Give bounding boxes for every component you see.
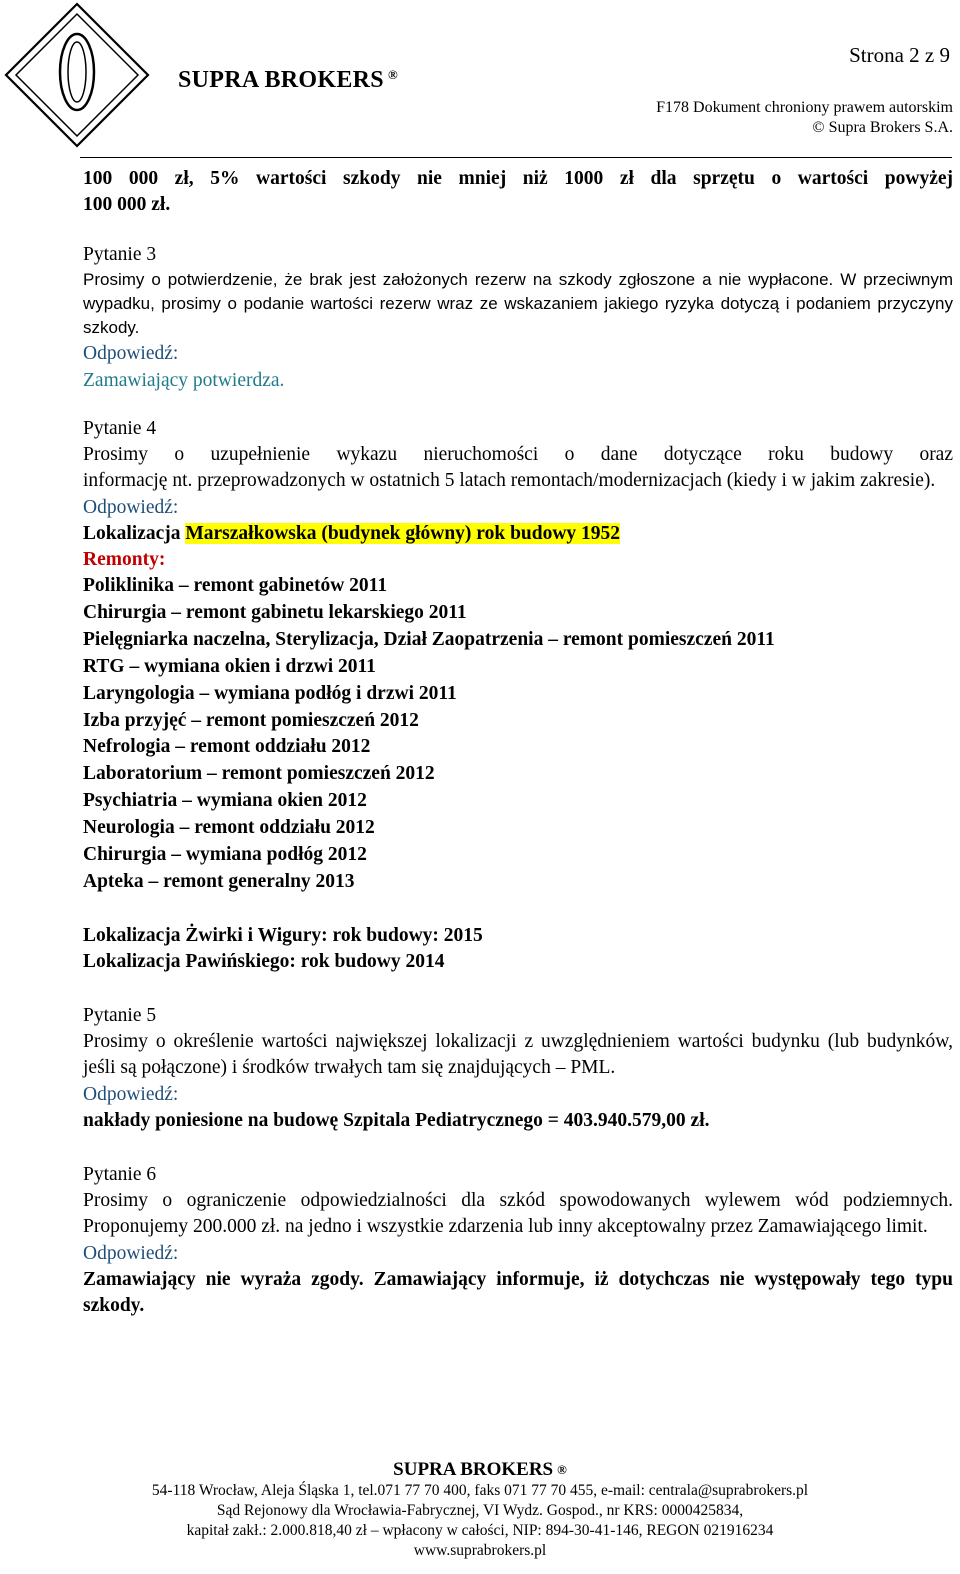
- footer-brand: SUPRA BROKERS ®: [393, 1459, 567, 1480]
- question-6-text: Prosimy o ograniczenie odpowiedzialności dla szkód spowodowanych wylewem wód podziemnych. Proponujemy 200.000 zł. na jedno i wszystkie zdarzenia lub inny akceptowalny przez Zamawiającego limit.: [83, 1189, 953, 1237]
- copyright-owner: © Supra Brokers S.A.: [812, 119, 953, 136]
- renovation-item: Nefrologia – remont oddziału 2012: [83, 736, 371, 758]
- footer-address: 54-118 Wrocław, Aleja Śląska 1, tel.071 77 70 400, faks 071 77 70 455, e-mail: centrala@suprabrokers.pl: [151, 1482, 809, 1499]
- question-4-text-line-1: Prosimy o uzupełnienie wykazu nieruchomości o dane dotyczące roku budowy oraz: [83, 444, 953, 465]
- location-pawinskiego: Lokalizacja Pawińskiego: rok budowy 2014: [83, 950, 445, 972]
- question-3-title: Pytanie 3: [83, 244, 157, 265]
- copyright-notice: F178 Dokument chroniony prawem autorskim: [656, 99, 953, 116]
- header-divider: [80, 157, 952, 158]
- location-zwirki-i-wigury: Lokalizacja Żwirki i Wigury: rok budowy: 2015: [83, 924, 483, 946]
- supra-brokers-logo: [2, 0, 152, 150]
- renovation-item: Pielęgniarka naczelna, Sterylizacja, Dział Zaopatrzenia – remont pomieszczeń 2011: [83, 628, 775, 650]
- question-4-title: Pytanie 4: [83, 418, 157, 439]
- question-6-answer-label: Odpowiedź:: [83, 1242, 179, 1264]
- footer-capital: kapitał zakł.: 2.000.818,40 zł – wpłacony w całości, NIP: 894-30-41-146, REGON 021916234: [186, 1522, 774, 1539]
- intro-line-2: 100 000 zł.: [83, 194, 171, 215]
- renovation-item: Neurologia – remont oddziału 2012: [83, 817, 375, 839]
- question-5-text: Prosimy o określenie wartości największej lokalizacji z uwzględnieniem wartości budynku (lub budynków, jeśli są połączone) i środków trwałych tam się znajdujących – PML.: [83, 1030, 953, 1078]
- renovation-item: Laboratorium – remont pomieszczeń 2012: [83, 763, 435, 785]
- question-4-answer-label: Odpowiedź:: [83, 497, 179, 518]
- renovation-item: Chirurgia – remont gabinetu lekarskiego 2011: [83, 601, 467, 623]
- renovation-item: Chirurgia – wymiana podłóg 2012: [83, 844, 367, 866]
- question-6-answer: Zamawiający nie wyraża zgody. Zamawiający informuje, iż dotychczas nie występowały tego typu szkody.: [83, 1268, 953, 1316]
- question-5-title: Pytanie 5: [83, 1004, 157, 1026]
- renovation-item: Izba przyjęć – remont pomieszczeń 2012: [83, 709, 419, 731]
- footer-website: www.suprabrokers.pl: [413, 1542, 547, 1559]
- renovations-list: [83, 573, 953, 896]
- question-3-text: Prosimy o potwierdzenie, że brak jest założonych rezerw na szkody zgłoszone a nie wypłacone. W przeciwnym wypadku, prosimy o podanie wartości rezerw wraz ze wskazaniem jakiego ryzyka dotyczą i podaniem przyczyny szkody.: [83, 270, 953, 337]
- renovation-item: Laryngologia – wymiana podłóg i drzwi 2011: [83, 682, 457, 704]
- page-footer: [0, 1459, 960, 1561]
- renovation-item: Poliklinika – remont gabinetów 2011: [83, 575, 388, 596]
- question-3-answer-label: Odpowiedź:: [83, 343, 179, 364]
- renovations-label: Remonty:: [83, 549, 166, 570]
- location-marszalkowska: Lokalizacja Marszałkowska (budynek główny) rok budowy 1952: [83, 523, 621, 544]
- question-5-answer: nakłady poniesione na budowę Szpitala Pediatrycznego = 403.940.579,00 zł.: [83, 1109, 710, 1131]
- renovation-item: RTG – wymiana okien i drzwi 2011: [83, 655, 376, 677]
- document-body: [83, 166, 953, 1319]
- question-4-text: informację nt. przeprowadzonych w ostatnich 5 latach remontach/modernizacjach (kiedy i w jakim zakresie).: [83, 470, 936, 491]
- question-3-answer: Zamawiający potwierdza.: [83, 370, 285, 391]
- renovation-item: Apteka – remont generalny 2013: [83, 870, 355, 892]
- footer-court-registry: Sąd Rejonowy dla Wrocławia-Fabrycznej, VI Wydz. Gospod., nr KRS: 0000425834,: [216, 1502, 744, 1519]
- header-brand: SUPRA BROKERS ®: [178, 67, 398, 93]
- question-6-title: Pytanie 6: [83, 1163, 157, 1185]
- renovation-item: Psychiatria – wymiana okien 2012: [83, 790, 367, 812]
- question-5-answer-label: Odpowiedź:: [83, 1083, 179, 1105]
- intro-line-1: 100 000 zł, 5% wartości szkody nie mniej niż 1000 zł dla sprzętu o wartości powyżej: [83, 168, 953, 189]
- page-number: Strona 2 z 9: [849, 43, 950, 67]
